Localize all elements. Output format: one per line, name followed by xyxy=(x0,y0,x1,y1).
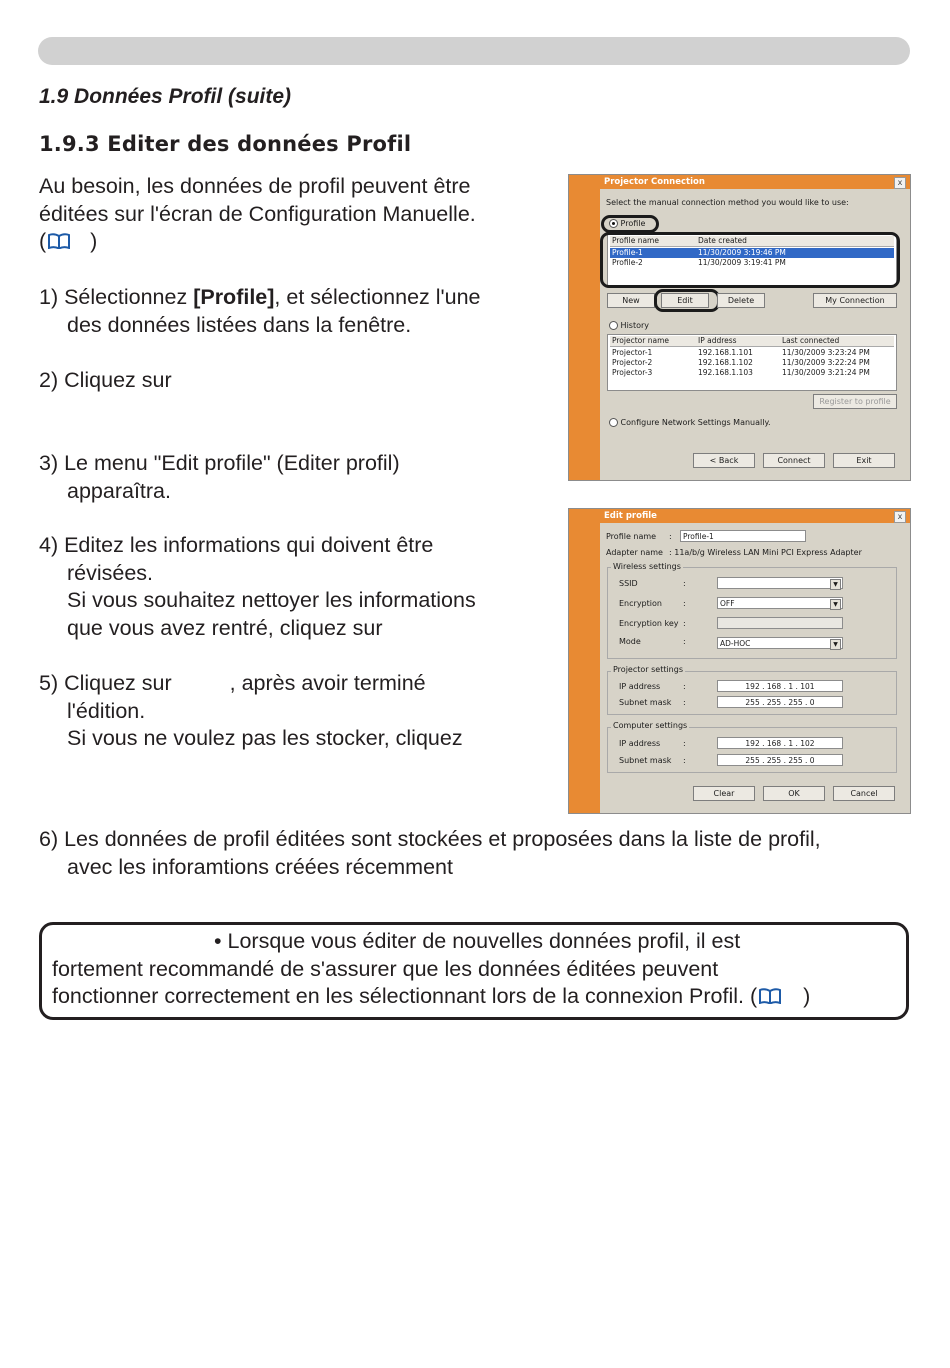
intro-paragraph: Au besoin, les données de profil peuvent être éditées sur l'écran de Configuration Manuelle. ( ) xyxy=(39,174,476,253)
computer-subnet-input[interactable]: 255 . 255 . 255 . 0 xyxy=(717,754,843,766)
projector-subnet-input[interactable]: 255 . 255 . 255 . 0 xyxy=(717,696,843,708)
projector-connection-dialog xyxy=(568,174,911,481)
encryption-select[interactable]: OFF ▼ xyxy=(717,597,843,609)
history-list[interactable] xyxy=(607,334,897,391)
projector-ip-input[interactable]: 192 . 168 . 1 . 101 xyxy=(717,680,843,692)
highlight-edit-button xyxy=(654,289,720,312)
book-reference-icon xyxy=(759,988,781,1004)
profile-list-header: Profile name Date created xyxy=(610,236,894,247)
close-icon[interactable]: x xyxy=(894,177,906,189)
table-row[interactable]: Projector-3 192.168.1.103 11/30/2009 3:21:24 PM xyxy=(612,368,870,377)
close-icon[interactable]: x xyxy=(894,511,906,523)
table-row[interactable]: Projector-1 192.168.1.101 11/30/2009 3:23:24 PM xyxy=(612,348,870,357)
delete-button[interactable]: Delete xyxy=(717,293,765,308)
edit-profile-dialog: Edit profile x Profile name : Profile-1 Adapter name : 11a/b/g Wireless LAN Mini PCI Express Adapter Wireless settings SSID : ▼ Encryption : OFF ▼ Encryption key : Mode : AD-HOC ▼ Projector settings IP address : 192 . 168 . 1 . 101 Subnet mask : 255 . 255 . 255 . 0 Computer settings IP address : 192 . 168 . 1 . 102 Subnet mask : 255 . 255 . 255 . 0 Clear OK Cancel xyxy=(568,508,911,814)
connect-button[interactable]: Connect xyxy=(763,453,825,468)
projector-ip-label: IP address xyxy=(619,682,661,691)
chevron-down-icon[interactable]: ▼ xyxy=(830,599,841,610)
dialog-title: Edit profile xyxy=(600,509,910,523)
chevron-down-icon[interactable]: ▼ xyxy=(830,639,841,650)
history-radio[interactable]: History xyxy=(609,321,649,330)
instruction-text: Select the manual connection method you would like to use: xyxy=(606,198,849,207)
projector-subnet-label: Subnet mask xyxy=(619,698,672,707)
back-button[interactable]: < Back xyxy=(693,453,755,468)
highlight-profile-radio xyxy=(601,215,659,233)
computer-subnet-label: Subnet mask xyxy=(619,756,672,765)
edit-button[interactable]: Edit xyxy=(661,293,709,308)
mode-label: Mode xyxy=(619,637,641,646)
encryption-label: Encryption xyxy=(619,599,662,608)
step-4: 4) Editez les informations qui doivent être révisées. Si vous souhaitez nettoyer les informations que vous avez rentré, cliquez sur xyxy=(39,533,476,640)
highlight-profile-list xyxy=(600,232,900,288)
profile-name-label: Profile name xyxy=(606,532,657,541)
ssid-select[interactable] xyxy=(717,577,843,589)
dialog-title: Projector Connection xyxy=(600,175,910,189)
step-1: 1) Sélectionnez [Profile], et sélectionnez l'une des données listées dans la fenêtre. xyxy=(39,285,481,337)
history-list-header: Projector name IP address Last connected xyxy=(610,336,894,347)
cancel-button[interactable]: Cancel xyxy=(833,786,895,801)
list-item[interactable]: Profile-2 11/30/2009 3:19:41 PM xyxy=(612,258,786,267)
page-heading: 1.9.3 Editer des données Profil xyxy=(39,132,412,156)
step-5: 5) Cliquez sur , après avoir terminé l'édition. Si vous ne voulez pas les stocker, cliquez xyxy=(39,671,463,750)
profile-name-input[interactable]: Profile-1 xyxy=(680,530,806,542)
step-3: 3) Le menu "Edit profile" (Editer profil) apparaîtra. xyxy=(39,451,400,503)
note-text: • Lorsque vous éditer de nouvelles données profil, il est fortement recommandé de s'assurer que les données éditées peuvent fonctionner correctement en les sélectionnant lors de la connexion Profil. ( ) xyxy=(52,929,811,1008)
book-reference-icon xyxy=(48,233,70,249)
list-item[interactable]: Profile-1 11/30/2009 3:19:46 PM xyxy=(610,248,894,258)
encryption-key-input[interactable] xyxy=(717,617,843,629)
my-connection-button[interactable]: My Connection xyxy=(813,293,897,308)
configure-manually-radio[interactable]: Configure Network Settings Manually. xyxy=(609,418,771,427)
exit-button[interactable]: Exit xyxy=(833,453,895,468)
new-button[interactable]: New xyxy=(607,293,655,308)
adapter-name-label: Adapter name xyxy=(606,548,663,557)
computer-ip-input[interactable]: 192 . 168 . 1 . 102 xyxy=(717,737,843,749)
wireless-settings-title: Wireless settings xyxy=(613,562,681,571)
step-2: 2) Cliquez sur xyxy=(39,368,172,392)
adapter-name-value: : 11a/b/g Wireless LAN Mini PCI Express Adapter xyxy=(669,548,862,557)
clear-button[interactable]: Clear xyxy=(693,786,755,801)
register-to-profile-button[interactable]: Register to profile xyxy=(813,394,897,409)
step-6: 6) Les données de profil éditées sont stockées et proposées dans la liste de profil, avec les inforamtions créées récemment xyxy=(39,827,821,879)
header-bar xyxy=(38,37,910,65)
chevron-down-icon[interactable]: ▼ xyxy=(830,579,841,590)
profile-radio[interactable]: Profile xyxy=(609,219,645,228)
ssid-label: SSID xyxy=(619,579,638,588)
table-row[interactable]: Projector-2 192.168.1.102 11/30/2009 3:22:24 PM xyxy=(612,358,870,367)
projector-settings-title: Projector settings xyxy=(613,665,683,674)
ok-button[interactable]: OK xyxy=(763,786,825,801)
computer-settings-title: Computer settings xyxy=(613,721,688,730)
computer-ip-label: IP address xyxy=(619,739,661,748)
mode-select[interactable]: AD-HOC ▼ xyxy=(717,637,843,649)
encryption-key-label: Encryption key xyxy=(619,619,679,628)
section-title: 1.9 Données Profil (suite) xyxy=(39,85,292,108)
